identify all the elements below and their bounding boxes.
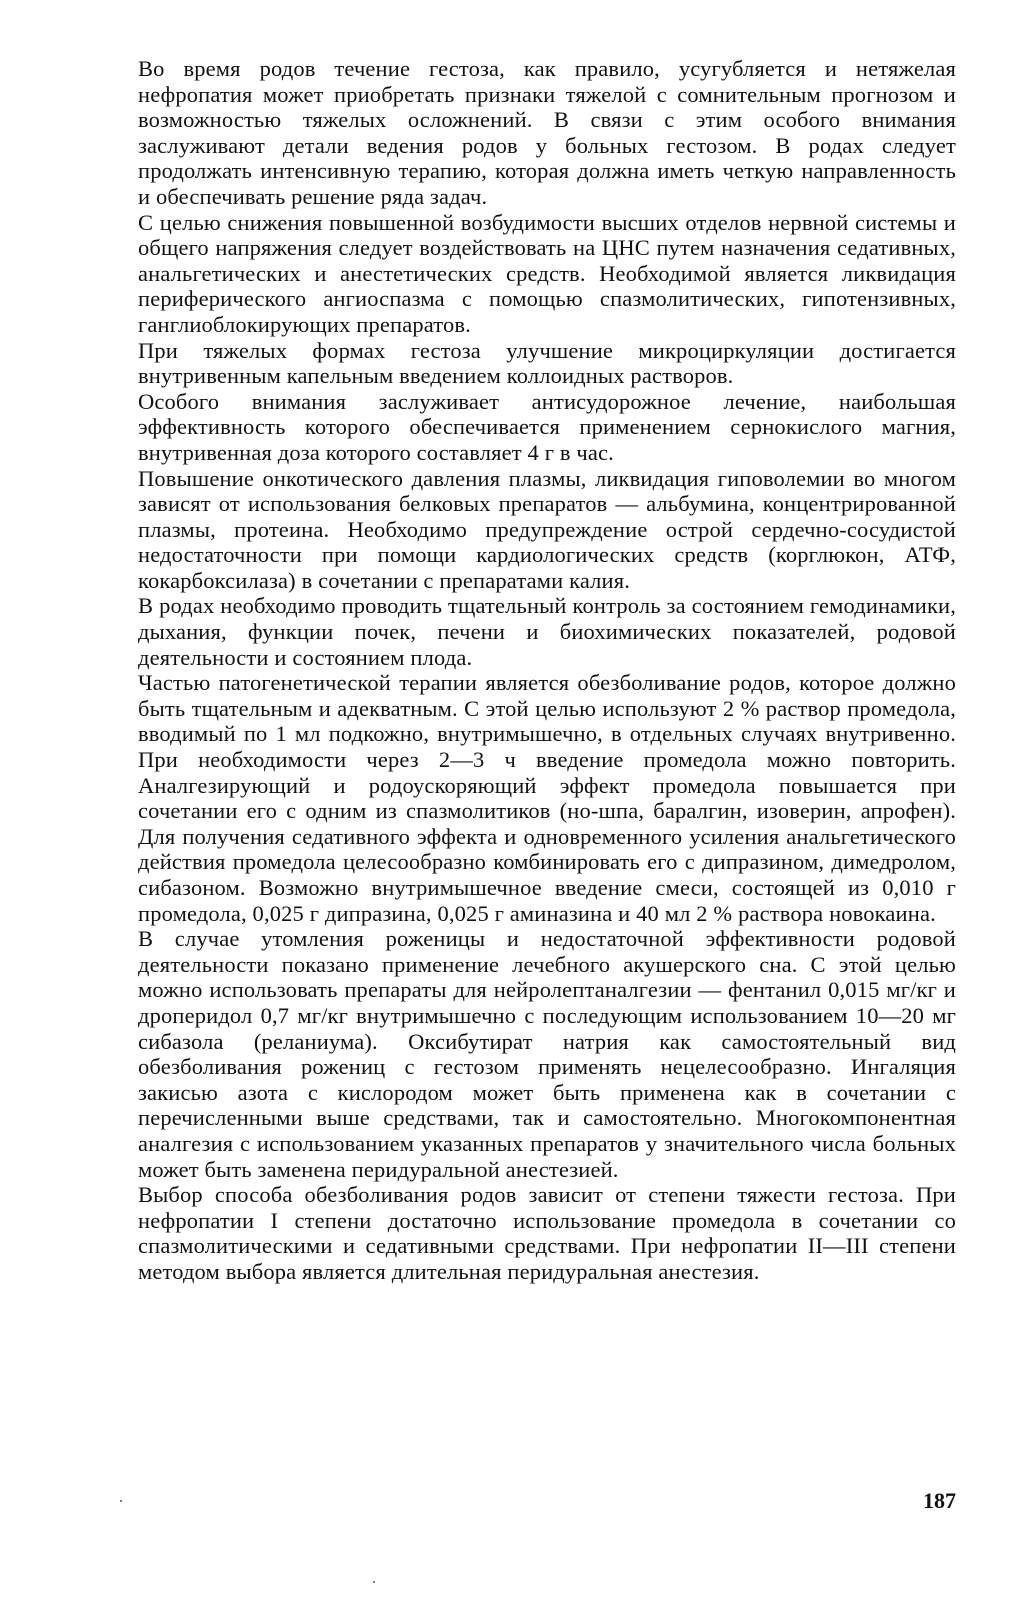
scan-speck — [373, 1581, 375, 1583]
paragraph-4: Особого внимания заслуживает антисудорожное лечение, наибольшая эффективность которого обеспечивается применением сернокислого магния, внутривенная доза которого составляет 4 г в час. — [138, 388, 956, 465]
page-body — [138, 56, 956, 1285]
paragraph-7: Частью патогенетической терапии является обезболивание родов, которое должно быть тщательным и адекватным. С этой целью используют 2 % раствор промедола, вводимый по 1 мл подкожно, внутримышечно, в отдельных случаях внутривенно. При необходимости через 2—3 ч введение промедола можно повторить. Аналгезирующий и родоускоряющий эффект промедола повышается при сочетании его с одним из спазмолитиков (но-шпа, баралгин, изоверин, апрофен). Для получения седативного эффекта и одновременного усиления анальгетического действия промедола целесообразно комбинировать его с дипразином, димедролом, сибазоном. Возможно внутримышечное введение смеси, состоящей из 0,010 г промедола, 0,025 г дипразина, 0,025 г аминазина и 40 мл 2 % раствора новокаина. — [138, 670, 956, 926]
page-number: 187 — [923, 1488, 956, 1513]
paragraph-6: В родах необходимо проводить тщательный контроль за состоянием гемодинамики, дыхания, функции почек, печени и биохимических показателей, родовой деятельности и состоянием плода. — [138, 593, 956, 670]
paragraph-8: В случае утомления роженицы и недостаточной эффективности родовой деятельности показано применение лечебного акушерского сна. С этой целью можно использовать препараты для нейролептаналгезии — фентанил 0,015 мг/кг и дроперидол 0,7 мг/кг внутримышечно с последующим использованием 10—20 мг сибазола (реланиума). Оксибутират натрия как самостоятельный вид обезболивания рожениц с гестозом применять нецелесообразно. Ингаляция закисью азота с кислородом может быть применена как в сочетании с перечисленными выше средствами, так и самостоятельно. Многокомпонентная аналгезия с использованием указанных препаратов у значительного числа больных может быть заменена перидуральной анестезией. — [138, 926, 956, 1182]
paragraph-3: При тяжелых формах гестоза улучшение микроциркуляции достигается внутривенным капельным введением коллоидных растворов. — [138, 337, 956, 389]
paragraph-9: Выбор способа обезболивания родов зависит от степени тяжести гестоза. При нефропатии I степени достаточно использование промедола в сочетании со спазмолитическими и седативными средствами. При нефропатии II—III степени методом выбора является длительная перидуральная анестезия. — [138, 1182, 956, 1284]
paragraph-2: С целью снижения повышенной возбудимости высших отделов нервной системы и общего напряжения следует воздействовать на ЦНС путем назначения седативных, анальгетических и анестетических средств. Необходимой является ликвидация периферического ангиоспазма с помощью спазмолитических, гипотензивных, ганглиоблокирующих препаратов. — [138, 209, 956, 337]
paragraph-1: Во время родов течение гестоза, как правило, усугубляется и нетяжелая нефропатия может приобретать признаки тяжелой с сомнительным прогнозом и возможностью тяжелых осложнений. В связи с этим особого внимания заслуживают детали ведения родов у больных гестозом. В родах следует продолжать интенсивную терапию, которая должна иметь четкую направленность и обеспечивать решение ряда задач. — [138, 56, 956, 209]
paragraph-5: Повышение онкотического давления плазмы, ликвидация гиповолемии во многом зависят от использования белковых препаратов — альбумина, концентрированной плазмы, протеина. Необходимо предупреждение острой сердечно-сосудистой недостаточности при помощи кардиологических средств (корглюкон, АТФ, кокарбоксилаза) в сочетании с препаратами калия. — [138, 465, 956, 593]
scan-speck — [120, 1500, 122, 1502]
